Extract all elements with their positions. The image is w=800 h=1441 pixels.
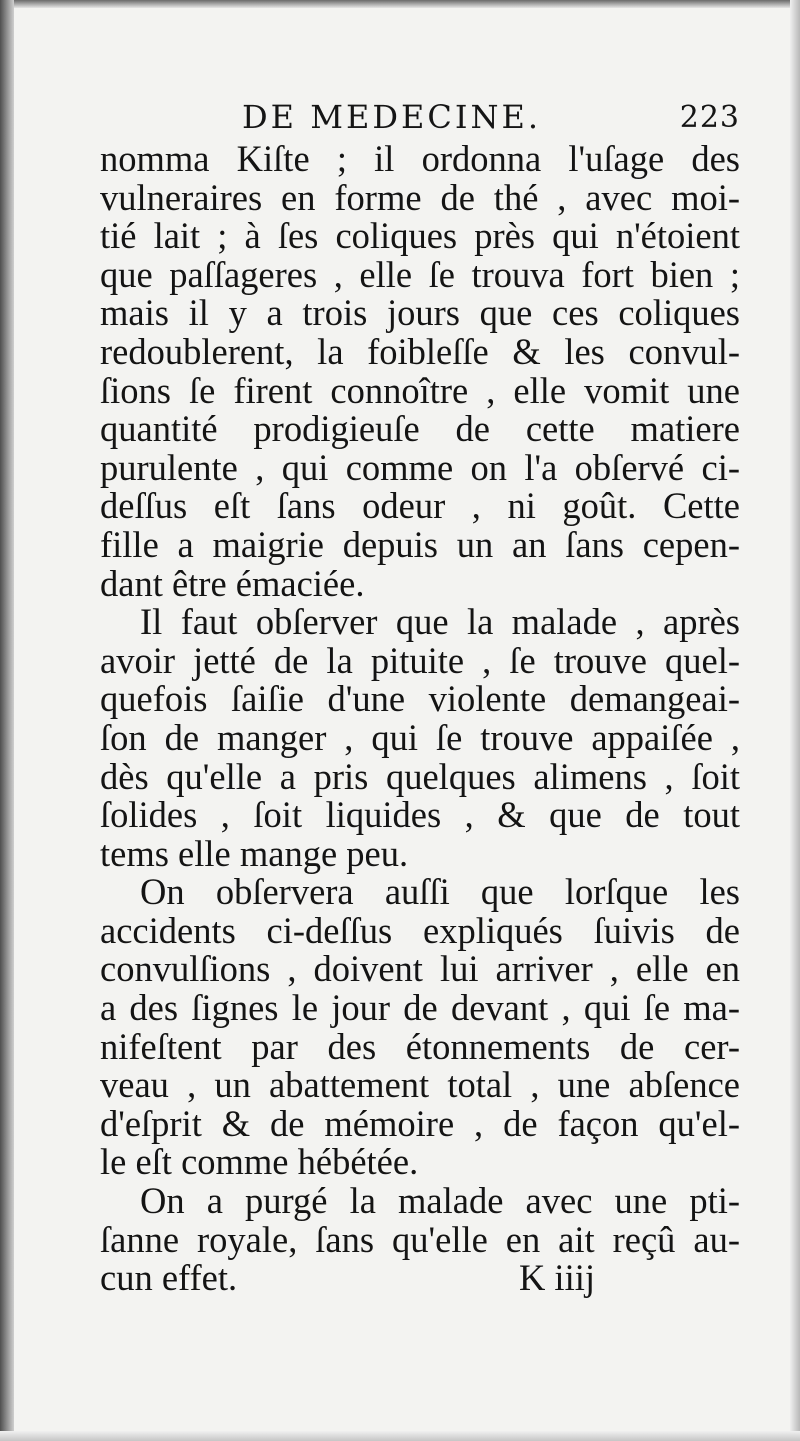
text-line: ſions ſe firent connoître , elle vomit une	[100, 369, 740, 411]
page-number: 223	[679, 100, 740, 135]
text-line: mais il y a trois jours que ces coliques	[100, 292, 740, 334]
text-line: accidents ci-deſſus expliqués ſuivis de	[100, 909, 740, 951]
text-line: Il faut obſerver que la malade , après	[140, 601, 740, 643]
signature-mark: K iiij	[518, 1257, 595, 1299]
text-line: que paſſageres , elle ſe trouva fort bien ;	[100, 253, 740, 295]
text-line: fille a maigrie depuis un an ſans cepen-	[100, 523, 740, 565]
text-line: d'eſprit & de mémoire , de façon qu'el-	[100, 1102, 740, 1144]
text-line: dant être émaciée.	[100, 562, 365, 604]
text-line: ſanne royale, ſans qu'elle en ait reçû au-	[100, 1218, 740, 1260]
text-line: tié lait ; à ſes coliques près qui n'étoient	[100, 215, 740, 257]
page-binding-edge	[0, 0, 14, 1441]
text-line: veau , un abattement total , une abſence	[100, 1064, 740, 1106]
final-text: cun effet.	[100, 1257, 238, 1299]
page-right-edge	[790, 0, 800, 1441]
text-line: quantité prodigieuſe de cette matiere	[100, 408, 740, 450]
text-line: dès qu'elle a pris quelques alimens , ſoit	[100, 755, 740, 797]
text-line: convulſions , doivent lui arriver , elle en	[100, 948, 740, 990]
text-line: On a purgé la malade avec une pti-	[140, 1180, 740, 1222]
text-line: ſolides , ſoit liquides , & que de tout	[100, 794, 740, 836]
body-text	[100, 140, 740, 1298]
text-line: ſon de manger , qui ſe trouve appaiſée ,	[100, 716, 740, 758]
text-line: avoir jetté de la pituite , ſe trouve quel-	[100, 639, 740, 681]
running-title: DE MEDECINE.	[242, 98, 541, 136]
text-line: On obſervera auſſi que lorſque les	[140, 871, 740, 913]
text-line: deſſus eſt ſans odeur , ni goût. Cette	[100, 485, 740, 527]
text-line: vulneraires en forme de thé , avec moi-	[100, 176, 740, 218]
text-line: a des ſignes le jour de devant , qui ſe ma-	[100, 987, 740, 1029]
page-top-edge	[0, 0, 800, 8]
text-line: nomma Kiſte ; il ordonna l'uſage des	[100, 138, 740, 179]
page-bottom-edge	[0, 1431, 800, 1441]
final-line	[100, 1259, 740, 1298]
text-line: redoublerent, la foibleſſe & les convul-	[100, 330, 740, 372]
text-line: tems elle mange peu.	[100, 832, 409, 874]
text-line: quefois ſaiſie d'une violente demangeai-	[100, 678, 740, 720]
text-line: nifeſtent par des étonnements de cer-	[100, 1025, 740, 1067]
text-line: le eſt comme hébétée.	[100, 1141, 419, 1183]
text-line: purulente , qui comme on l'a obſervé ci-	[100, 446, 740, 488]
running-head	[100, 94, 740, 144]
